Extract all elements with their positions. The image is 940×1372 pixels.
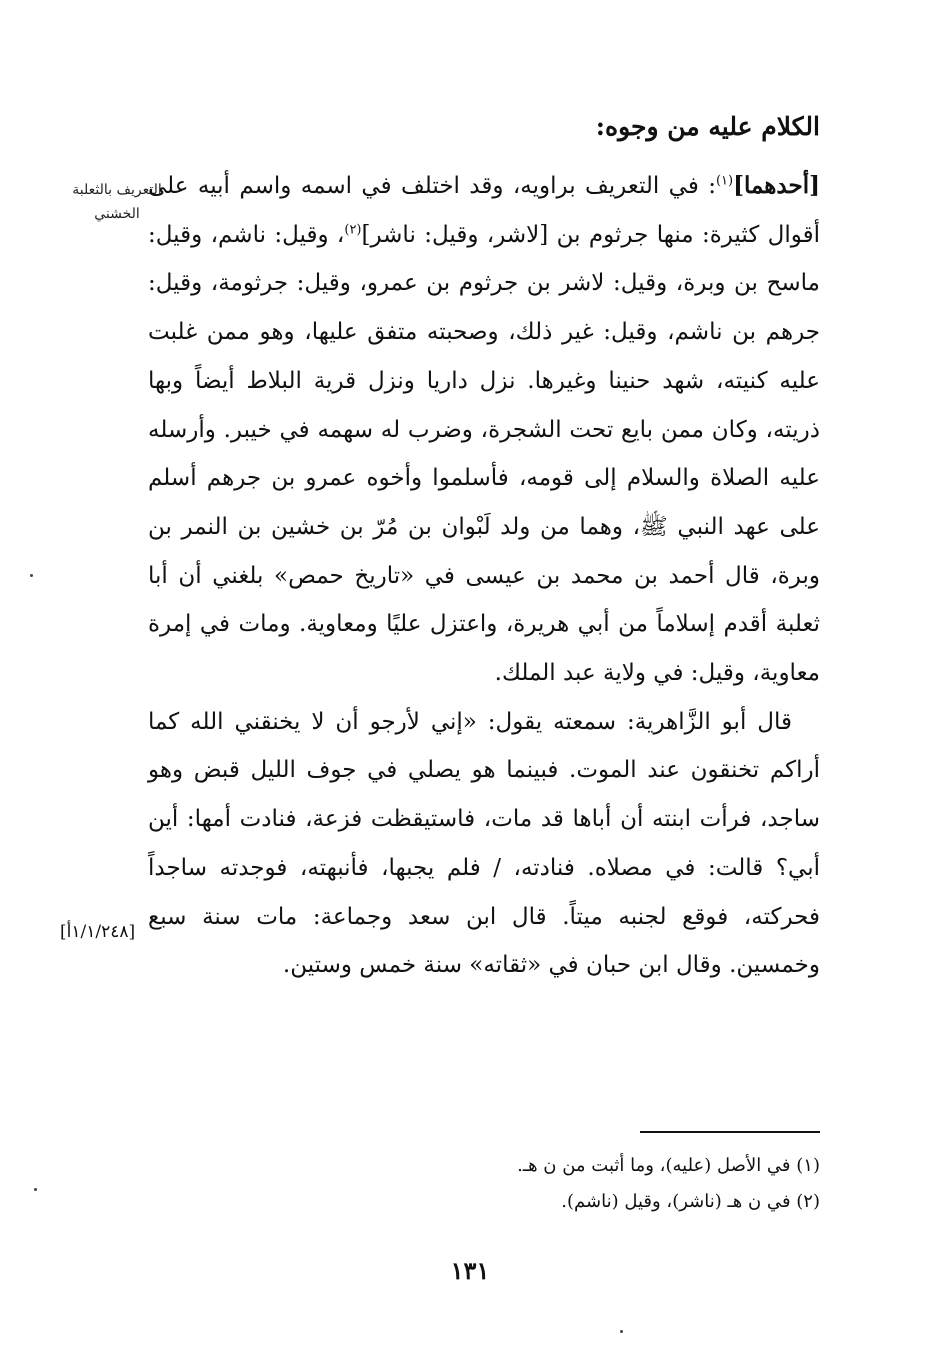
footnotes — [140, 1148, 820, 1220]
footnote-2: (٢) في ن هـ (ناشر)، وقيل (ناشم). — [561, 1191, 820, 1212]
paragraph-1-lead: [أحدهما] — [733, 172, 820, 199]
margin-note: التعريف بالثعلبة الخشني — [72, 182, 162, 222]
paragraph-1 — [148, 162, 820, 698]
scan-speck — [620, 1330, 623, 1333]
scan-speck — [34, 1188, 37, 1191]
paragraph-2: قال أبو الزَّاهرية: سمعته يقول: «إني لأرجو أن لا يخنقني الله كما أراكم تخنقون عند الموت. فبينما هو يصلي في جوف الليل قبض وهو ساجد، فرأت ابنته أن أباها قد مات، فاستيقظت فزعة، فنادت أمها: أين أبي؟ قالت: في مصلاه. فنادته، / فلم يجبها، فأنبهته، فوجدته ساجداً فحركته، فوقع لجنبه ميتاً. قال ابن سعد وجماعة: مات سنة سبع وخمسين. وقال ابن حبان في «ثقاته» سنة خمس وستين. — [148, 708, 820, 979]
footnote-1: (١) في الأصل (عليه)، وما أثبت من ن هـ. — [517, 1155, 820, 1176]
footnote-ref-2: (٢) — [344, 222, 362, 238]
footnote-ref-1: (١) — [715, 173, 734, 189]
footnote-divider — [640, 1131, 820, 1133]
manuscript-folio-mark: [١/١/٢٤٨أ] — [60, 922, 136, 942]
paragraph-1-text-b: ، وقيل: ناشم، وقيل: ماسح بن وبرة، وقيل: لاشر بن جرثوم بن عمرو، وقيل: جرثومة، وقيل: جرهم بن ناشم، وقيل: غير ذلك، وصحبته متفق عليها، وهو ممن غلبت عليه كنيته، شهد حنينا وغيرها. نزل داريا ونزل قرية البلاط أيضاً وبها ذريته، وكان ممن بايع تحت الشجرة، وضرب له سهمه في خيبر. وأرسله عليه الصلاة والسلام إلى قومه، فأسلموا وأخوه عمرو بن جرهم أسلم على عهد النبي ﷺ، وهما من ولد لَبْوان بن مُرّ بن خشين بن النمر بن وبرة، قال أحمد بن محمد بن عيسى في «تاريخ حمص» بلغني أن أبا ثعلبة أقدم إسلاماً من أبي هريرة، واعتزل عليًا ومعاوية. ومات في إمرة معاوية، وقيل: في ولاية عبد الملك. — [148, 221, 820, 687]
main-text — [148, 162, 820, 990]
scan-speck — [30, 574, 33, 577]
paragraph-1-text-a: : في التعريف براويه، وقد اختلف في اسمه واسم أبيه على أقوال كثيرة: منها جرثوم بن [لاشر، وقيل: ناشر] — [148, 173, 820, 248]
page-number: ١٣١ — [450, 1256, 490, 1285]
section-heading: الكلام عليه من وجوه: — [595, 112, 820, 141]
